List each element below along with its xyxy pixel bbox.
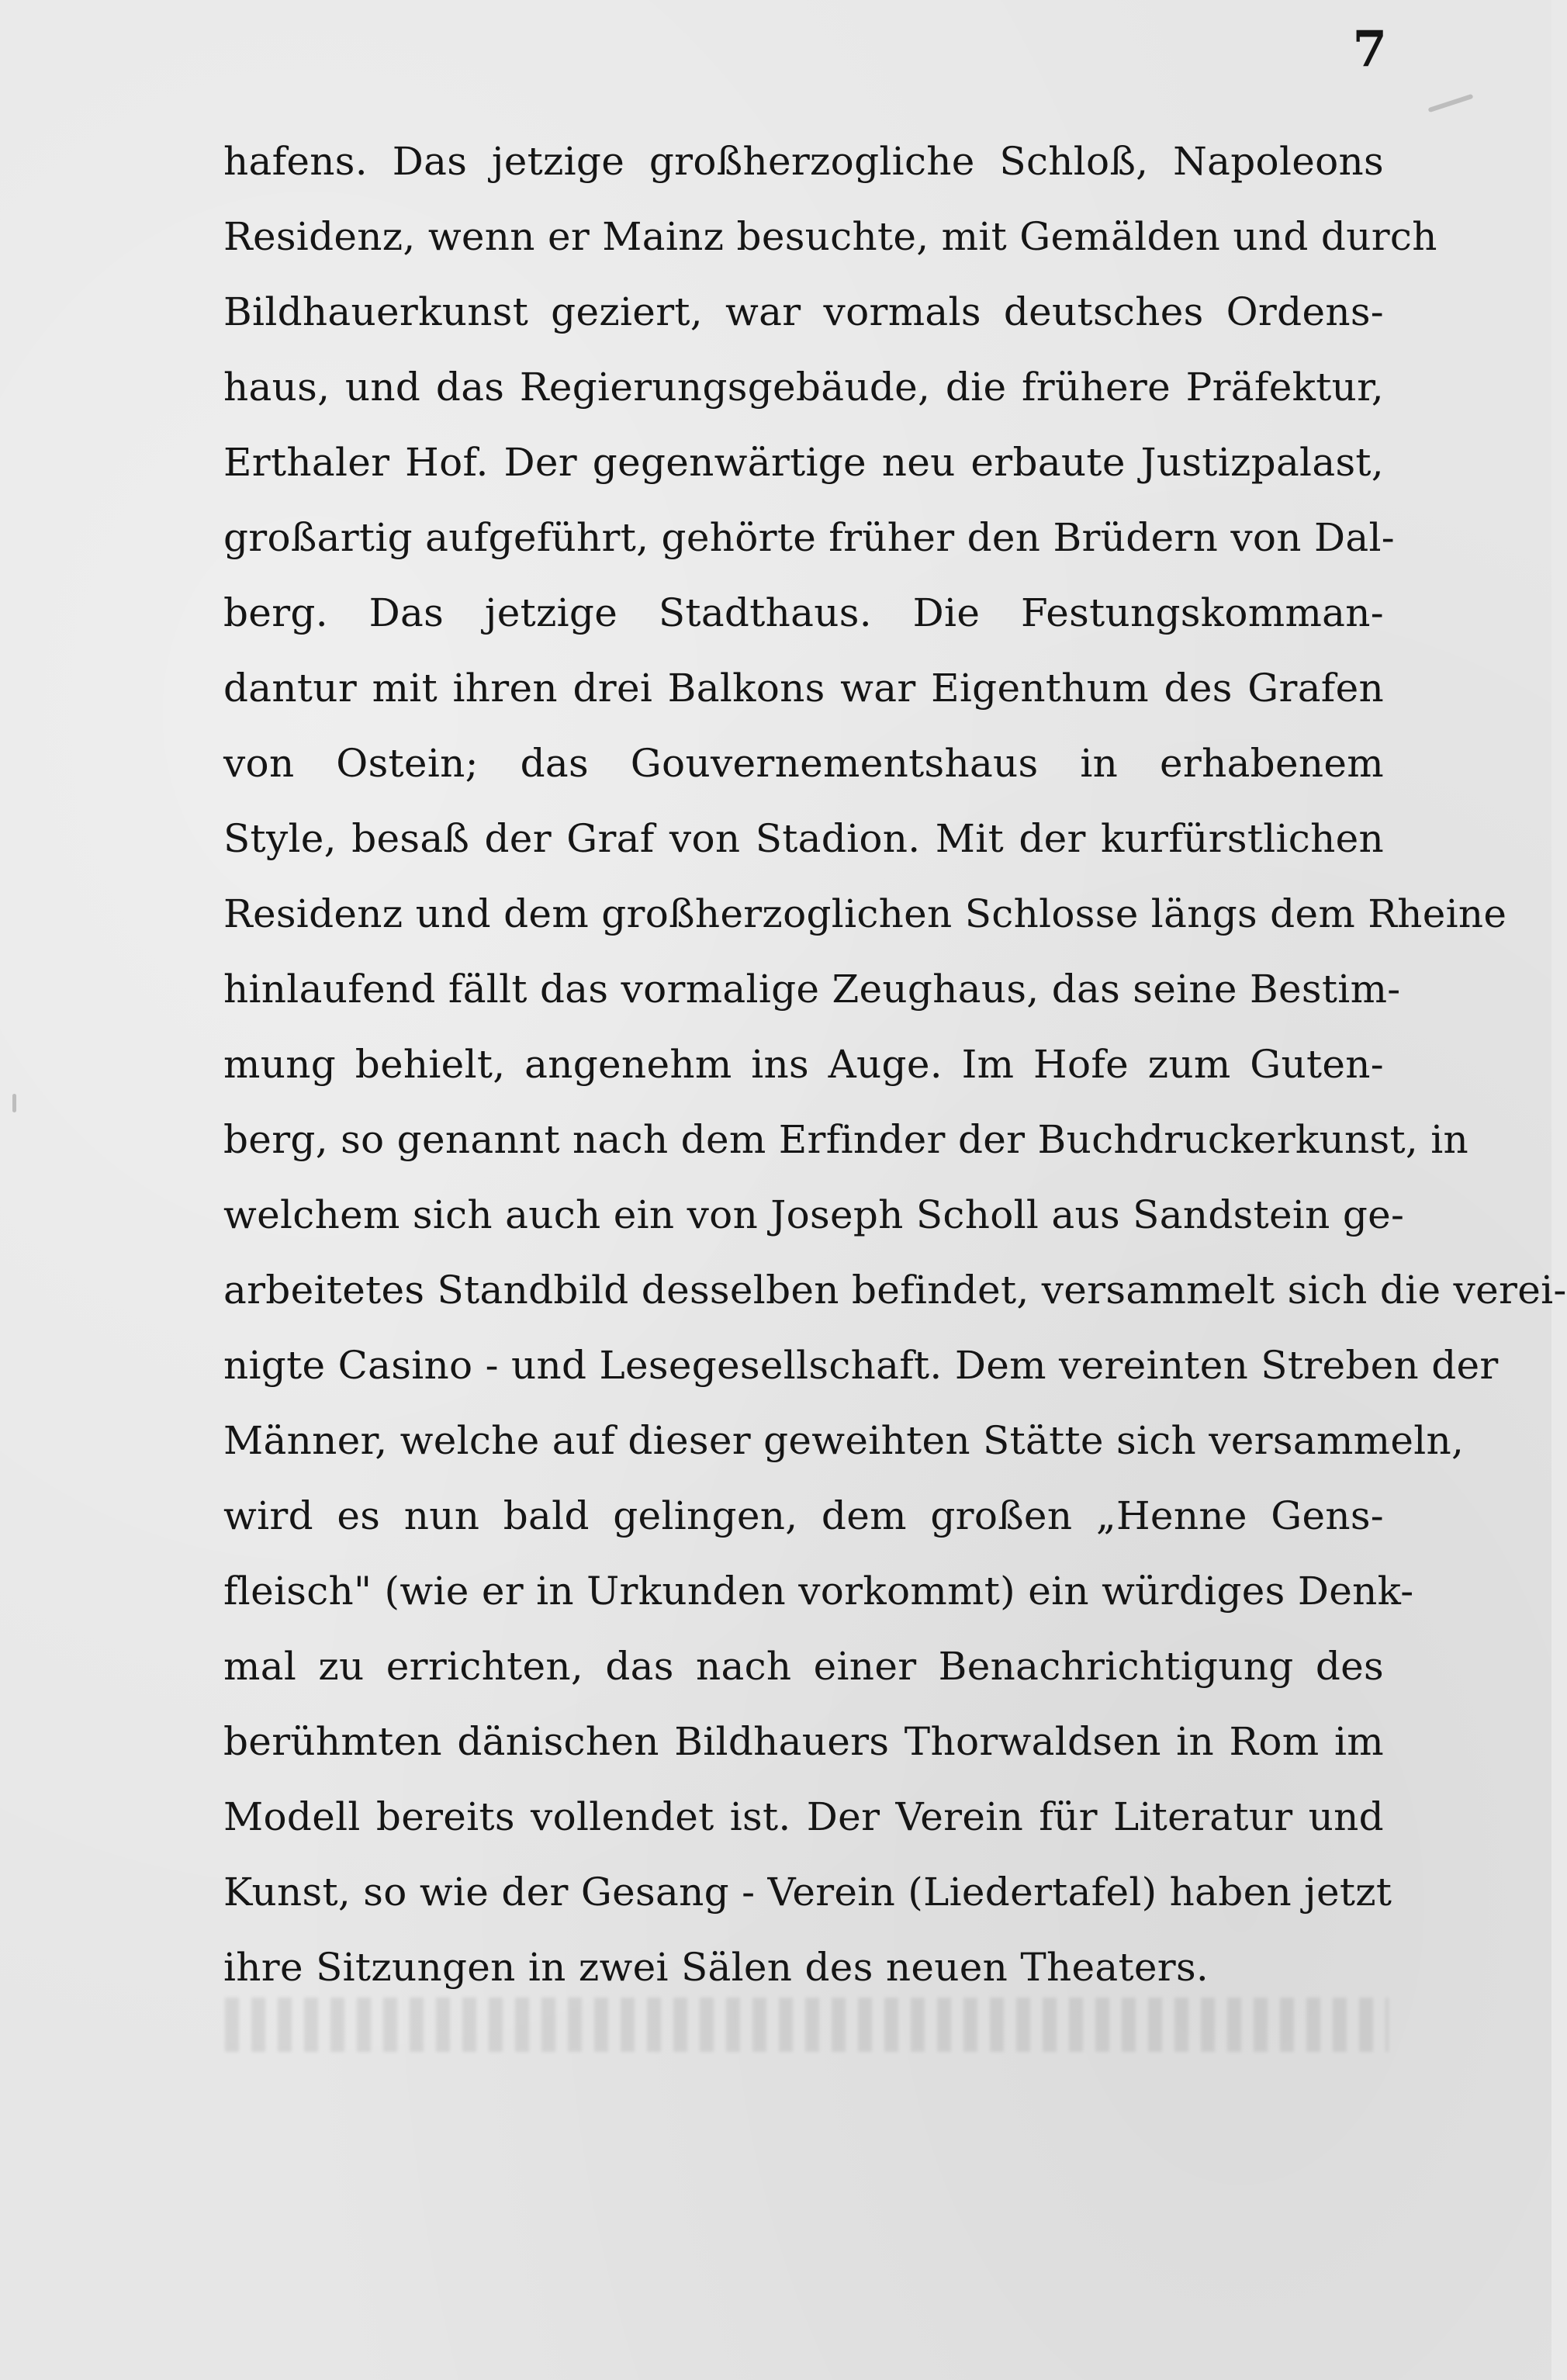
text-line: fleisch" (wie er in Urkunden vorkommt) ein würdiges Denk-	[223, 1569, 1414, 1614]
text-line: Erthaler Hof. Der gegenwärtige neu erbaute Justizpalast,	[223, 440, 1384, 485]
page-edge-mark	[1428, 94, 1474, 112]
text-line: hinlaufend fällt das vormalige Zeughaus, das seine Bestim-	[223, 967, 1401, 1012]
text-line: hafens. Das jetzige großherzogliche Schloß, Napoleons	[223, 139, 1384, 184]
text-line: berg, so genannt nach dem Erfinder der Buchdruckerkunst, in	[223, 1117, 1469, 1162]
text-line: arbeitetes Standbild desselben befindet, versammelt sich die verei-	[223, 1268, 1567, 1313]
body-text	[223, 124, 1567, 2005]
text-line: mal zu errichten, das nach einer Benachrichtigung des	[223, 1644, 1384, 1689]
text-line: dantur mit ihren drei Balkons war Eigenthum des Grafen	[223, 666, 1384, 711]
text-line: nigte Casino - und Lesegesellschaft. Dem vereinten Streben der	[223, 1343, 1499, 1388]
text-line: Kunst, so wie der Gesang - Verein (Liedertafel) haben jetzt	[223, 1870, 1392, 1915]
text-line: berühmten dänischen Bildhauers Thorwaldsen in Rom im	[223, 1719, 1384, 1764]
text-line: Residenz und dem großherzoglichen Schlosse längs dem Rheine	[223, 891, 1507, 936]
text-line: Bildhauerkunst geziert, war vormals deutsches Ordens-	[223, 289, 1384, 334]
page-number: 7	[1352, 20, 1387, 78]
text-line: berg. Das jetzige Stadthaus. Die Festungskomman-	[223, 590, 1384, 635]
text-line: Residenz, wenn er Mainz besuchte, mit Gemälden und durch	[223, 214, 1437, 259]
text-line: Modell bereits vollendet ist. Der Verein für Literatur und	[223, 1794, 1384, 1839]
text-line: haus, und das Regierungsgebäude, die frühere Präfektur,	[223, 365, 1384, 410]
bleed-through-text	[225, 1998, 1389, 2052]
page-edge-mark	[12, 1094, 16, 1112]
text-line: ihre Sitzungen in zwei Sälen des neuen Theaters.	[223, 1945, 1209, 1990]
text-line: von Ostein; das Gouvernementshaus in erhabenem	[223, 741, 1384, 786]
text-line: Style, besaß der Graf von Stadion. Mit der kurfürstlichen	[223, 816, 1384, 861]
text-line: Männer, welche auf dieser geweihten Stätte sich versammeln,	[223, 1418, 1465, 1463]
text-line: großartig aufgeführt, gehörte früher den Brüdern von Dal-	[223, 515, 1395, 560]
text-line: wird es nun bald gelingen, dem großen „Henne Gens-	[223, 1493, 1384, 1538]
text-line: welchem sich auch ein von Joseph Scholl aus Sandstein ge-	[223, 1192, 1405, 1237]
text-line: mung behielt, angenehm ins Auge. Im Hofe zum Guten-	[223, 1042, 1384, 1087]
